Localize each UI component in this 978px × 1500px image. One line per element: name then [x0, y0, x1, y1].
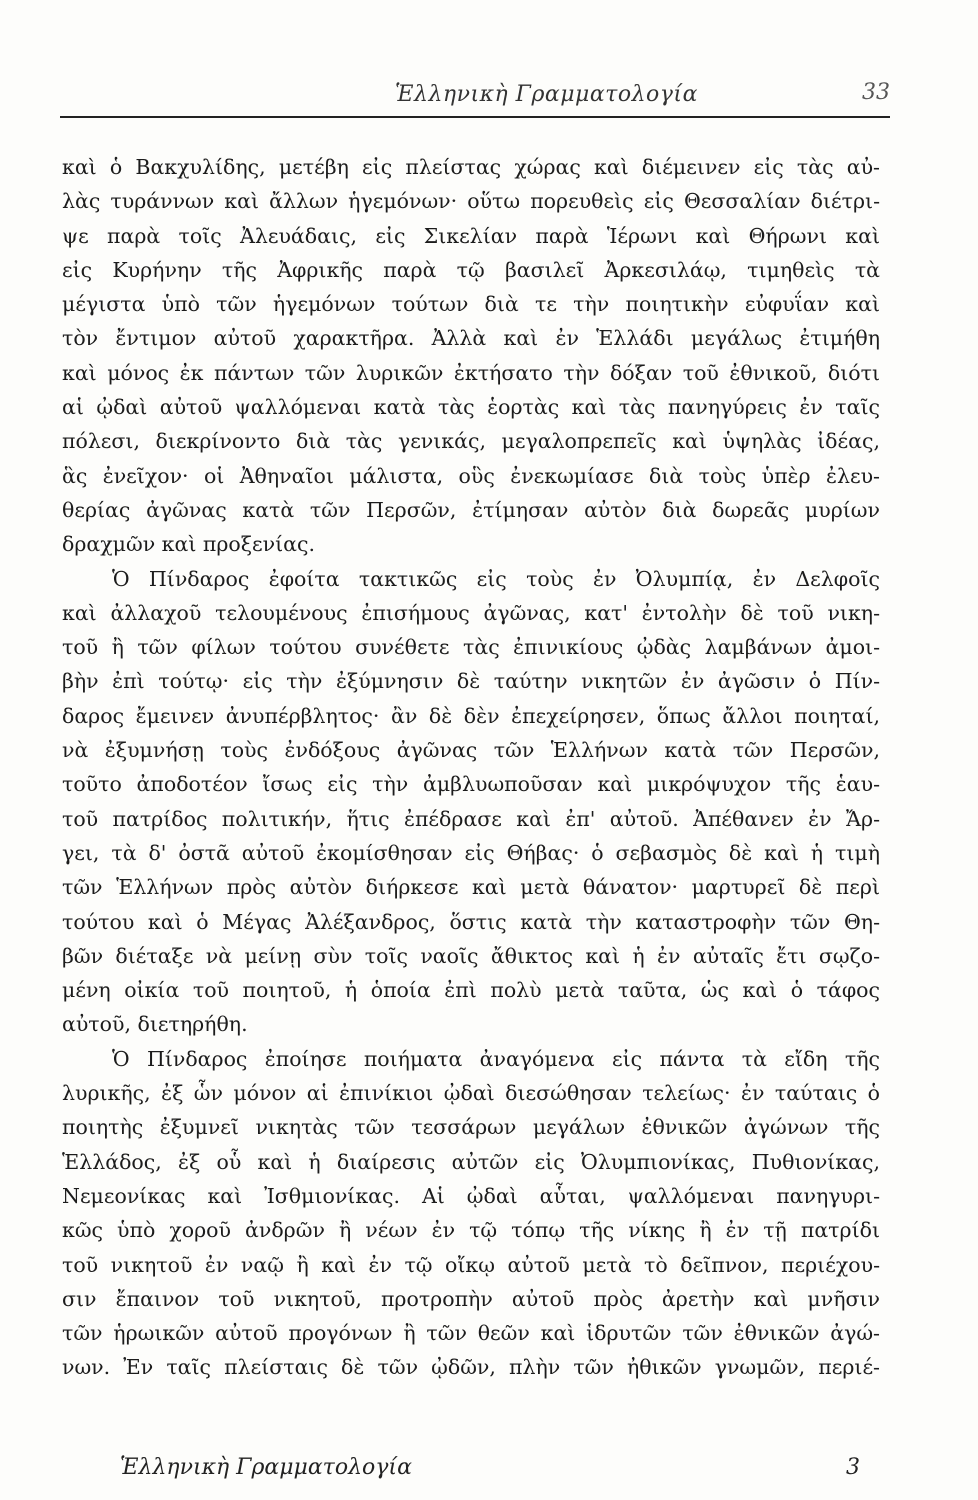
text-line: μένη οἰκία τοῦ ποιητοῦ, ἡ ὁποία ἐπὶ πολὺ μετὰ ταῦτα, ὡς καὶ ὁ τάφος	[62, 978, 880, 1003]
text-line: νων. Ἐν ταῖς πλείσταις δὲ τῶν ᾠδῶν, πλὴν τῶν ἠθικῶν γνωμῶν, περιέ-	[62, 1355, 880, 1380]
signature-title: Ἑλληνικὴ Γραμματολογία	[120, 1455, 412, 1480]
text-line: ψε παρὰ τοῖς Ἀλευάδαις, εἰς Σικελίαν παρὰ Ἱέρωνι καὶ Θήρωνι καὶ	[62, 223, 880, 248]
page-footer	[120, 1455, 880, 1489]
text-line: Ὁ Πίνδαρος ἐποίησε ποιήματα ἀναγόμενα εἰς πάντα τὰ εἴδη τῆς	[112, 1046, 880, 1071]
text-line: λυρικῆς, ἐξ ὧν μόνον αἱ ἐπινίκιοι ᾠδαὶ διεσώθησαν τελείως· ἐν ταύταις ὁ	[62, 1081, 880, 1106]
text-line: τῶν ἡρωικῶν αὐτοῦ προγόνων ἢ τῶν θεῶν καὶ ἱδρυτῶν τῶν ἐθνικῶν ἀγώ-	[62, 1321, 880, 1346]
text-line: τοῦ ἢ τῶν φίλων τούτου συνέθετε τὰς ἐπινικίους ᾠδὰς λαμβάνων ἀμοι-	[62, 635, 880, 660]
text-line: Νεμεονίκας καὶ Ἰσθμιονίκας. Αἱ ᾠδαὶ αὗται, ψαλλόμεναι πανηγυρι-	[62, 1183, 880, 1208]
text-line: ἃς ἐνεῖχον· οἱ Ἀθηναῖοι μάλιστα, οὓς ἐνεκωμίασε διὰ τοὺς ὑπὲρ ἐλευ-	[62, 463, 880, 488]
text-line: κῶς ὑπὸ χοροῦ ἀνδρῶν ἢ νέων ἐν τῷ τόπῳ τῆς νίκης ἢ ἐν τῇ πατρίδι	[62, 1218, 880, 1243]
text-line: καὶ μόνος ἐκ πάντων τῶν λυρικῶν ἐκτήσατο τὴν δόξαν τοῦ ἐθνικοῦ, διότι	[62, 360, 880, 385]
body-text	[62, 150, 880, 1385]
text-line: βῶν διέταξε νὰ μείνῃ σὺν τοῖς ναοῖς ἄθικτος καὶ ἡ ἐν αὐταῖς ἔτι σῳζο-	[62, 943, 880, 968]
running-title: Ἑλληνικὴ Γραμματολογία	[395, 82, 698, 107]
text-line: πόλεσι, διεκρίνοντο διὰ τὰς γενικάς, μεγαλοπρεπεῖς καὶ ὑψηλὰς ἰδέας,	[62, 429, 880, 454]
text-line: σιν ἔπαινον τοῦ νικητοῦ, προτροπὴν αὐτοῦ πρὸς ἀρετὴν καὶ μνῆσιν	[62, 1286, 880, 1311]
text-line: Ὁ Πίνδαρος ἐφοίτα τακτικῶς εἰς τοὺς ἐν Ὀλυμπίᾳ, ἐν Δελφοῖς	[112, 566, 880, 591]
text-line: τῶν Ἑλλήνων πρὸς αὐτὸν διήρκεσε καὶ μετὰ θάνατον· μαρτυρεῖ δὲ περὶ	[62, 875, 880, 900]
text-line: τὸν ἔντιμον αὐτοῦ χαρακτῆρα. Ἀλλὰ καὶ ἐν Ἑλλάδι μεγάλως ἐτιμήθη	[62, 326, 880, 351]
text-line: τοῦ νικητοῦ ἐν ναῷ ἢ καὶ ἐν τῷ οἴκῳ αὐτοῦ μετὰ τὸ δεῖπνον, περιέχου-	[62, 1252, 880, 1277]
text-line: αὐτοῦ, διετηρήθη.	[62, 1012, 248, 1037]
text-line: γει, τὰ δ' ὀστᾶ αὐτοῦ ἐκομίσθησαν εἰς Θήβας· ὁ σεβασμὸς δὲ καὶ ἡ τιμὴ	[62, 840, 880, 865]
page-number: 33	[862, 80, 890, 105]
signature-mark: 3	[846, 1455, 860, 1480]
text-line: δαρος ἔμεινεν ἀνυπέρβλητος· ἂν δὲ δὲν ἐπεχείρησεν, ὅπως ἄλλοι ποιηταί,	[62, 703, 880, 728]
text-line: ποιητὴς ἐξυμνεῖ νικητὰς τῶν τεσσάρων μεγάλων ἐθνικῶν ἀγώνων τῆς	[62, 1115, 880, 1140]
text-line: νὰ ἐξυμνήσῃ τοὺς ἐνδόξους ἀγῶνας τῶν Ἑλλήνων κατὰ τῶν Περσῶν,	[62, 738, 880, 763]
text-line: θερίας ἀγῶνας κατὰ τῶν Περσῶν, ἐτίμησαν αὐτὸν διὰ δωρεᾶς μυρίων	[62, 497, 880, 522]
text-line: βὴν ἐπὶ τούτῳ· εἰς τὴν ἐξύμνησιν δὲ ταύτην νικητῶν ἐν ἀγῶσιν ὁ Πίν-	[62, 669, 880, 694]
text-line: δραχμῶν καὶ προξενίας.	[62, 532, 316, 557]
text-line: τοῦ πατρίδος πολιτικήν, ἥτις ἐπέδρασε καὶ ἐπ' αὐτοῦ. Ἀπέθανεν ἐν Ἄρ-	[62, 806, 880, 831]
page-header	[60, 80, 890, 118]
text-line: τοῦτο ἀποδοτέον ἴσως εἰς τὴν ἀμβλυωποῦσαν καὶ μικρόψυχον τῆς ἑαυ-	[62, 772, 880, 797]
text-line: καὶ ἀλλαχοῦ τελουμένους ἐπισήμους ἀγῶνας, κατ' ἐντολὴν δὲ τοῦ νικη-	[62, 600, 880, 625]
text-line: Ἑλλάδος, ἐξ οὗ καὶ ἡ διαίρεσις αὐτῶν εἰς Ὀλυμπιονίκας, Πυθιονίκας,	[62, 1149, 880, 1174]
text-line: καὶ ὁ Βακχυλίδης, μετέβη εἰς πλείστας χώρας καὶ διέμεινεν εἰς τὰς αὐ-	[62, 155, 880, 179]
text-line: αἱ ᾠδαὶ αὐτοῦ ψαλλόμεναι κατὰ τὰς ἑορτὰς καὶ τὰς πανηγύρεις ἐν ταῖς	[62, 395, 880, 420]
text-line: εἰς Κυρήνην τῆς Ἀφρικῆς παρὰ τῷ βασιλεῖ Ἀρκεσιλάῳ, τιμηθεὶς τὰ	[62, 257, 880, 282]
text-line: μέγιστα ὑπὸ τῶν ἡγεμόνων τούτων διὰ τε τὴν ποιητικὴν εὐφυΐαν καὶ	[62, 292, 880, 317]
text-line: τούτου καὶ ὁ Μέγας Ἀλέξανδρος, ὅστις κατὰ τὴν καταστροφὴν τῶν Θη-	[62, 909, 880, 934]
text-line: λὰς τυράννων καὶ ἄλλων ἡγεμόνων· οὕτω πορευθεὶς εἰς Θεσσαλίαν διέτρι-	[62, 189, 880, 214]
